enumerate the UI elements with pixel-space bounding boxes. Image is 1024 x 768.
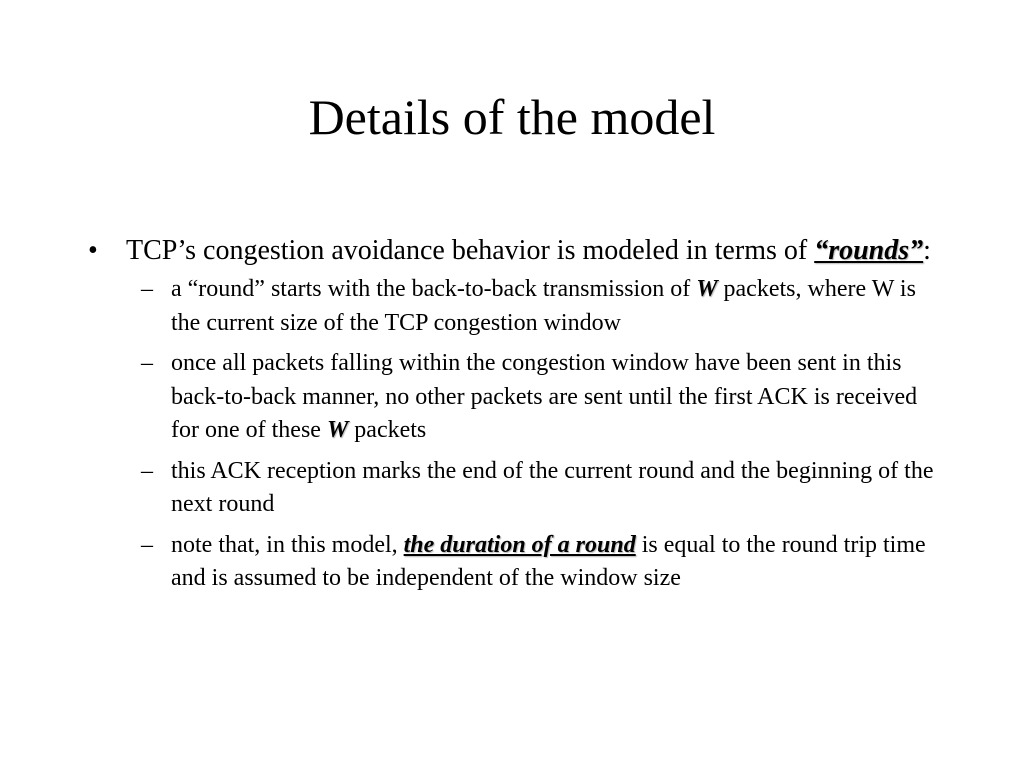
subbullet-text: a “round” starts with the back-to-back transmission of	[171, 276, 697, 302]
dash-marker: –	[141, 350, 153, 376]
rounds-emphasis: “rounds”	[814, 235, 924, 266]
subbullet-round-start	[88, 273, 948, 340]
main-bullet-colon: :	[923, 235, 931, 266]
subbullet-packets-sent	[88, 347, 948, 448]
w-emphasis: W	[326, 417, 349, 443]
subbullet-text-end: packets, where W is the current size of the TCP congestion window	[171, 276, 916, 336]
subbullet-text-end: packets	[348, 417, 427, 443]
dash-marker: –	[141, 531, 153, 558]
main-bullet-text: TCP’s congestion avoidance behavior is modeled in terms of	[126, 235, 815, 266]
subbullet-text: note that, in this model,	[171, 531, 404, 558]
subbullet-text: once all packets falling within the congestion window have been sent in this back-to-back manner, no other packets are sent until the first ACK is received for one of these	[171, 350, 918, 443]
main-bullet	[88, 232, 948, 269]
subbullet-list	[88, 273, 948, 596]
dash-marker: –	[141, 276, 153, 302]
subbullet-ack-reception	[88, 455, 948, 522]
subbullet-text-end: is equal to the round trip time and is assumed to be independent of the window size	[171, 531, 926, 591]
dash-marker: –	[141, 457, 153, 484]
slide-title: Details of the model	[308, 89, 716, 145]
w-emphasis: W	[696, 276, 718, 302]
bullet-marker: •	[88, 235, 98, 266]
slide-body	[88, 232, 948, 603]
subbullet-text: this ACK reception marks the end of the current round and the beginning of the next round	[171, 457, 934, 517]
subbullet-round-duration	[88, 529, 948, 596]
duration-emphasis: the duration of a round	[403, 531, 636, 558]
